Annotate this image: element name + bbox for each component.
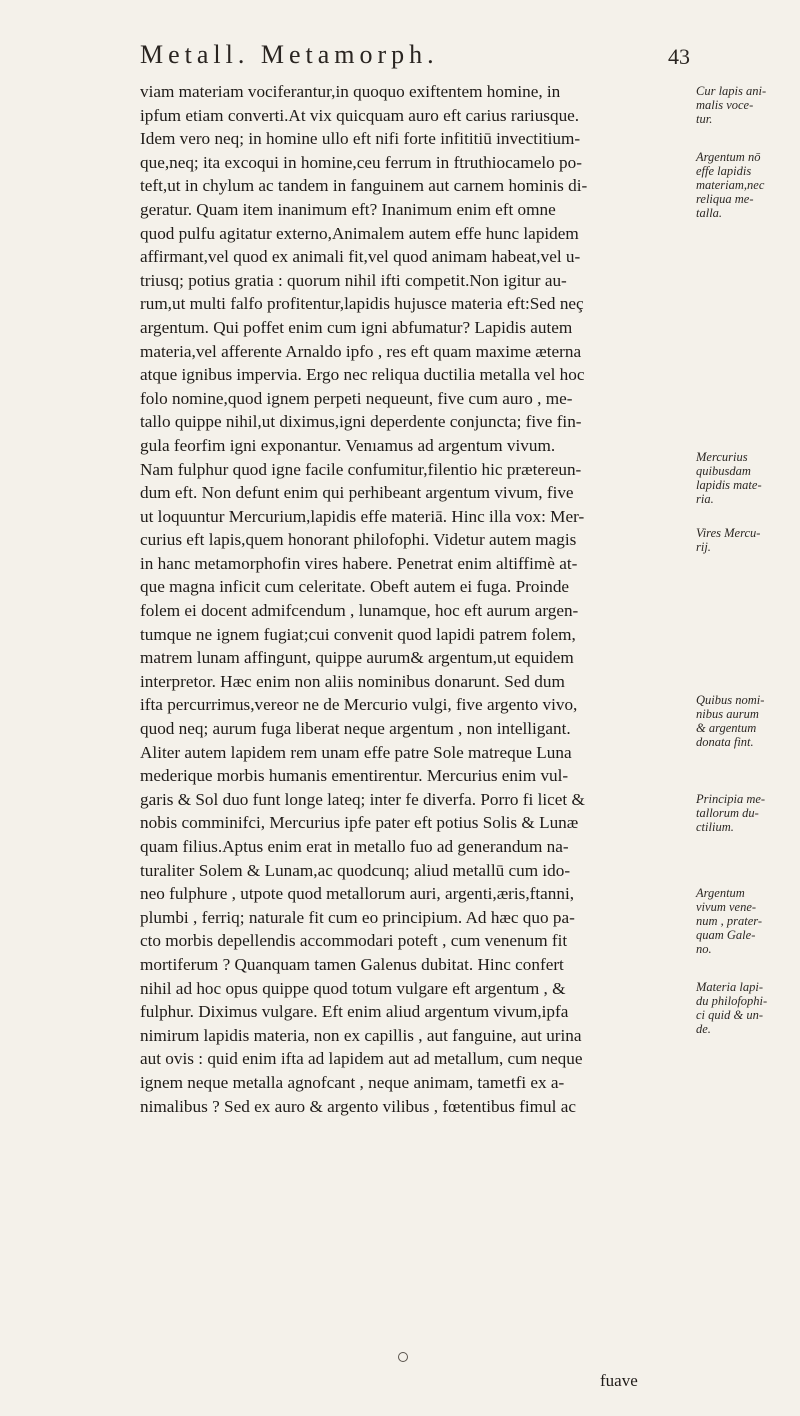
- text-line: nobis comminifci, Mercurius ipfe pater eft potius Solis & Lunæ: [140, 813, 579, 833]
- marginal-note: [696, 980, 800, 1036]
- marginal-note: [696, 886, 800, 956]
- catchword: fuave: [600, 1371, 638, 1390]
- text-line: quam filius.Aptus enim erat in metallo fuo ad generandum na-: [140, 837, 569, 856]
- text-line: tallo quippe nihil,ut diximus,igni deperdente conjuncta; five fin-: [140, 412, 582, 432]
- text-line: nihil ad hoc opus quippe quod totum vulgare eft argentum , &: [140, 978, 566, 998]
- marginal-note-line: effe lapidis: [696, 164, 752, 178]
- text-line: gula feorfim igni exponantur. Venıamus ad argentum vivum.: [140, 435, 556, 455]
- text-line: que magna inficit cum celeritate. Obeft autem ei fuga. Proinde: [140, 577, 570, 597]
- marginal-note-line: talla.: [696, 206, 723, 220]
- marginal-note-line: quibusdam: [696, 464, 751, 478]
- page-header: [140, 40, 690, 80]
- text-line: triusq; potius gratia : quorum nihil ifti competit.Non igitur au-: [140, 270, 567, 290]
- marginal-note-line: ci quid & un-: [696, 1008, 764, 1022]
- marginal-note: [696, 526, 800, 554]
- text-line: Idem vero neq; in homine ullo eft nifi forte infititiū invectitium-: [140, 129, 581, 149]
- text-line: dum eft. Non defunt enim qui perhibeant argentum vivum, five: [140, 483, 574, 503]
- text-line: neo fulphure , utpote quod metallorum auri, argenti,æris,ftanni,: [140, 884, 575, 904]
- marginal-note-line: Quibus nomi-: [696, 693, 765, 707]
- text-line: ignem neque metalla agnofcant , neque animam, tametfi ex a-: [140, 1072, 565, 1092]
- text-line: ifta percurrimus,vereor ne de Mercurio vulgi, five argento vivo,: [140, 695, 578, 715]
- text-line: teft,ut in chylum ac tandem in fanguinem aut carnem hominis di-: [140, 176, 588, 196]
- text-line: Nam fulphur quod igne facile confumitur,filentio hic prætereun-: [140, 459, 582, 479]
- text-line: viam materiam vociferantur,in quoquo exiftentem homine, in: [140, 82, 561, 101]
- text-line: folem ei docent admifcendum , lunamque, hoc eft aurum argen-: [140, 601, 579, 621]
- marginal-note-line: malis voce-: [696, 98, 754, 112]
- text-line: quod pulfu agitatur externo,Animalem autem effe hunc lapidem: [140, 223, 579, 243]
- text-line: matrem lunam affingunt, quippe aurum& argentum,ut equidem: [140, 648, 574, 668]
- marginal-note-line: ria.: [696, 492, 714, 506]
- text-line: nimalibus ? Sed ex auro & argento vilibus , fœtentibus fimul ac: [140, 1096, 576, 1116]
- text-line: tumque ne ignem fugiat;cui convenit quod lapidi patrem folem,: [140, 624, 576, 644]
- text-line: ipfum etiam converti.At vix quicquam auro eft carius rariusque.: [140, 105, 580, 125]
- text-line: turaliter Solem & Lunam,ac quodcunq; aliud metallū cum ido-: [140, 860, 571, 880]
- marginal-note-line: tallorum du-: [696, 806, 759, 820]
- text-line: cto morbis depellendis accommodari poteft , cum venenum fit: [140, 931, 568, 951]
- marginal-note-line: ctilium.: [696, 820, 734, 834]
- page-number: 43: [668, 44, 690, 69]
- text-line: geratur. Quam item inanimum eft? Inanimum enim eft omne: [140, 199, 556, 219]
- marginal-note-line: Vires Mercu-: [696, 526, 761, 540]
- marginal-note-line: lapidis mate-: [696, 478, 762, 492]
- marginal-note-line: nibus aurum: [696, 707, 759, 721]
- text-line: que,neq; ita excoqui in homine,ceu ferrum in ftruthiocamelo po-: [140, 152, 582, 172]
- text-line: in hanc metamorphofin vires habere. Penetrat enim altiffimè at-: [140, 553, 578, 573]
- marginal-note-line: quam Gale-: [696, 928, 756, 942]
- text-line: aut ovis : quid enim ifta ad lapidem aut ad metallum, cum neque: [140, 1049, 583, 1069]
- marginal-note-line: tur.: [696, 112, 713, 126]
- text-line: mortiferum ? Quanquam tamen Galenus dubitat. Hinc confert: [140, 954, 564, 974]
- marginal-note-line: Argentum: [696, 886, 745, 900]
- marginal-note: [696, 792, 800, 834]
- text-line: atque ignibus impervia. Ergo nec reliqua ductilia metalla vel hoc: [140, 365, 585, 385]
- text-line: argentum. Qui poffet enim cum igni abfumatur? Lapidis autem: [140, 317, 573, 337]
- marginal-note-line: num , prater-: [696, 914, 763, 928]
- text-line: interpretor. Hæc enim non aliis nominibus donarunt. Sed dum: [140, 671, 565, 691]
- marginal-note: [696, 150, 800, 220]
- marginal-note-line: no.: [696, 942, 712, 956]
- marginal-note-line: & argentum: [696, 721, 757, 735]
- marginal-note-line: Argentum nō: [696, 150, 761, 164]
- marginal-note-line: vivum vene-: [696, 900, 757, 914]
- marginal-note-line: materiam,nec: [696, 178, 765, 192]
- marginal-note-line: du philofophi-: [696, 994, 768, 1008]
- text-line: nimirum lapidis materia, non ex capillis , aut fanguine, aut urina: [140, 1025, 582, 1045]
- marginal-note-line: reliqua me-: [696, 192, 754, 206]
- marginal-note-line: rij.: [696, 540, 711, 554]
- marginal-note-line: Cur lapis ani-: [696, 84, 767, 98]
- main-text-block: [140, 80, 690, 1118]
- text-line: affirmant,vel quod ex animali fit,vel quod animam habeat,vel u-: [140, 247, 581, 267]
- text-line: rum,ut multi falfo profitentur,lapidis hujusce materia eft:Sed neç: [140, 294, 584, 314]
- text-line: folo nomine,quod ignem perpeti nequeunt, five cum auro , me-: [140, 388, 573, 408]
- text-line: garis & Sol duo funt longe lateq; inter fe diverfa. Porro fi licet &: [140, 789, 585, 809]
- ring-ornament-icon: [398, 1352, 408, 1362]
- marginal-note: [696, 450, 800, 506]
- text-line: curius eft lapis,quem honorant philofophi. Videtur autem magis: [140, 530, 577, 550]
- text-line: plumbi , ferriq; naturale fit cum eo principium. Ad hæc quo pa-: [140, 907, 575, 927]
- text-line: fulphur. Diximus vulgare. Eft enim aliud argentum vivum,ipfa: [140, 1002, 569, 1022]
- text-line: Aliter autem lapidem rem unam effe patre Sole matreque Luna: [140, 742, 572, 762]
- text-line: mederique morbis humanis ementirentur. Mercurius enim vul-: [140, 766, 569, 786]
- text-line: quod neq; aurum fuga liberat neque argentum , non intelligant.: [140, 719, 571, 739]
- marginal-note-line: donata fint.: [696, 735, 754, 749]
- marginal-note: [696, 84, 800, 126]
- marginal-note-line: Principia me-: [696, 792, 766, 806]
- text-line: materia,vel afferente Arnaldo ipfo , res eft quam maxime æterna: [140, 341, 582, 361]
- text-line: ut loquuntur Mercurium,lapidis effe materiā. Hinc illa vox: Mer-: [140, 506, 585, 526]
- marginal-note: [696, 693, 800, 749]
- marginal-note-line: de.: [696, 1022, 711, 1036]
- marginal-note-line: Mercurius: [696, 450, 748, 464]
- running-title: Metall. Metamorph.: [140, 40, 439, 69]
- marginal-note-line: Materia lapi-: [696, 980, 764, 994]
